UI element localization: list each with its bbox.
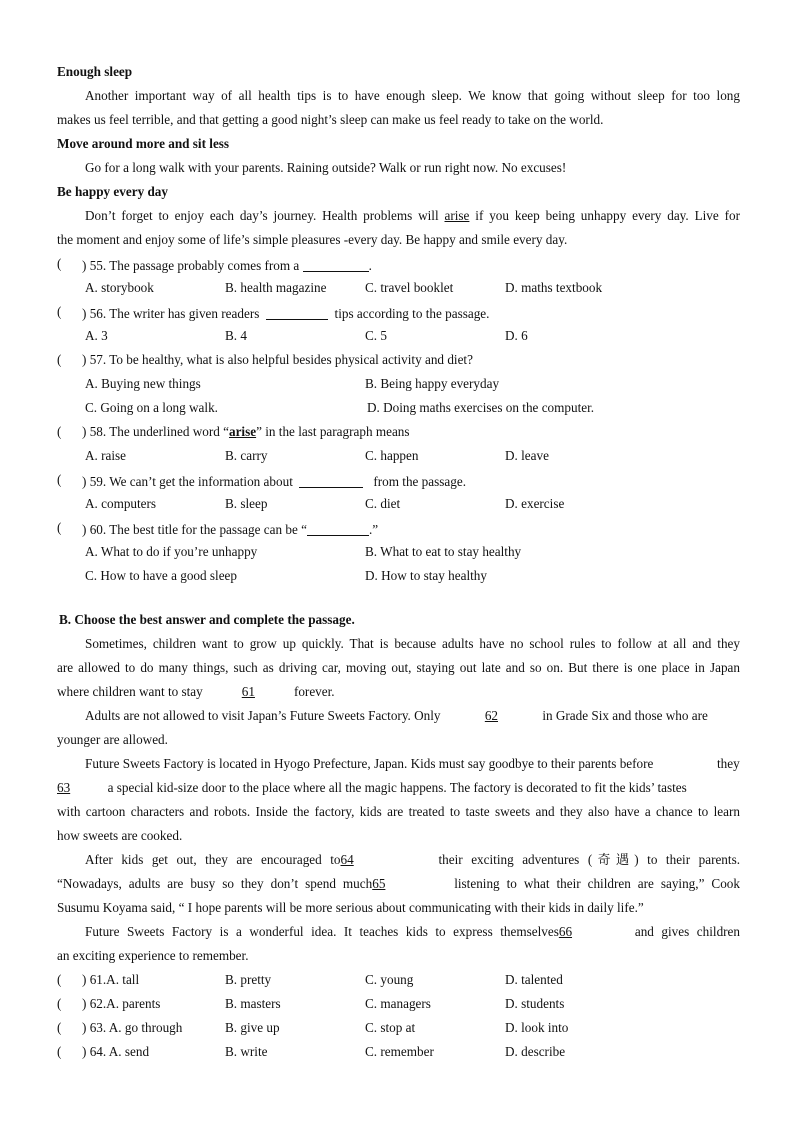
question-55 (82, 256, 372, 274)
blank-61[interactable]: 61 (241, 684, 255, 699)
paragraph-line: makes us feel terrible, and that getting a good night’s sleep can make us feel ready to take on the world. (57, 112, 604, 127)
option-b[interactable]: B. carry (225, 448, 268, 463)
option-b[interactable]: B. sleep (225, 496, 268, 511)
question-62[interactable]: ) 62.A. parents (82, 996, 161, 1011)
question-60 (82, 520, 378, 538)
paragraph-line (57, 876, 740, 892)
text-run: After kids get out, they are encouraged to (85, 852, 341, 867)
question-58 (82, 424, 410, 440)
option-c[interactable]: C. managers (365, 996, 431, 1011)
paragraph-line: Susumu Koyama said, “ I hope parents will be more serious about communicating with their kids in daily life.” (57, 900, 644, 915)
answer-paren[interactable]: ( (57, 972, 62, 987)
option-c[interactable]: C. happen (365, 448, 419, 463)
option-c[interactable]: C. How to have a good sleep (85, 568, 237, 583)
paragraph-line (57, 780, 740, 796)
option-c[interactable]: C. 5 (365, 328, 387, 343)
blank-64[interactable]: 64 (340, 852, 354, 867)
text-run: Adults are not allowed to visit Japan’s Future Sweets Factory. Only (85, 708, 441, 723)
option-d[interactable]: D. talented (505, 972, 563, 987)
paragraph-line: Go for a long walk with your parents. Raining outside? Walk or run right now. No excuses! (85, 160, 567, 175)
option-a[interactable]: A. Buying new things (85, 376, 201, 391)
paragraph-line: Sometimes, children want to grow up quickly. That is because adults have no school rules to follow at all and they (85, 636, 740, 651)
answer-paren[interactable]: ( (57, 1020, 62, 1035)
paragraph-line (85, 756, 740, 772)
paragraph-line (85, 924, 740, 940)
text-run: and gives children (634, 924, 740, 939)
text-run: if you keep being unhappy every day. Live for (469, 208, 740, 223)
option-b[interactable]: B. 4 (225, 328, 247, 343)
option-a[interactable]: A. What to do if you’re unhappy (85, 544, 258, 559)
option-c[interactable]: C. remember (365, 1044, 434, 1059)
option-d[interactable]: D. leave (505, 448, 549, 463)
answer-blank[interactable] (266, 306, 328, 320)
text-run: their exciting adventures (奇遇) to their parents. (438, 852, 740, 867)
option-d[interactable]: D. 6 (505, 328, 528, 343)
text-run: a special kid-size door to the place where all the magic happens. The factory is decorated to fit the kids’ tastes (107, 780, 687, 795)
question-61[interactable]: ) 61.A. tall (82, 972, 140, 987)
option-a[interactable]: A. raise (85, 448, 127, 463)
paragraph-line (57, 684, 740, 700)
option-b[interactable]: B. Being happy everyday (365, 376, 500, 391)
option-a[interactable]: A. computers (85, 496, 157, 511)
underlined-word-arise: arise (228, 424, 257, 439)
blank-65[interactable]: 65 (372, 876, 386, 891)
paragraph-line: with cartoon characters and robots. Inside the factory, kids are treated to taste sweets and they also have a chance to learn (57, 804, 740, 819)
question-59 (82, 472, 466, 490)
option-d[interactable]: D. maths textbook (505, 280, 603, 295)
option-b[interactable]: B. write (225, 1044, 268, 1059)
paragraph-line: how sweets are cooked. (57, 828, 183, 843)
option-b[interactable]: B. What to eat to stay healthy (365, 544, 522, 559)
blank-63[interactable]: 63 (57, 780, 71, 795)
question-stem: ) 60. The best title for the passage can be “ (82, 522, 307, 537)
question-stem: from the passage. (373, 474, 466, 489)
underlined-word-arise: arise (444, 208, 470, 223)
text-run: forever. (293, 684, 335, 699)
question-64[interactable]: ) 64. A. send (82, 1044, 150, 1059)
paragraph-line (85, 852, 740, 868)
option-a[interactable]: A. storybook (85, 280, 154, 295)
option-d[interactable]: D. exercise (505, 496, 565, 511)
question-stem: tips according to the passage. (334, 306, 490, 321)
paragraph-line: younger are allowed. (57, 732, 168, 747)
blank-62[interactable]: 62 (484, 708, 499, 723)
paragraph-line: Another important way of all health tips is to have enough sleep. We know that going without sleep for too long (85, 88, 740, 103)
answer-paren[interactable]: ( (57, 520, 62, 535)
option-b[interactable]: B. masters (225, 996, 281, 1011)
paragraph-line: the moment and enjoy some of life’s simple pleasures -every day. Be happy and smile every day. (57, 232, 568, 247)
option-d[interactable]: D. look into (505, 1020, 569, 1035)
text-run: “Nowadays, adults are busy so they don’t spend much (57, 876, 373, 891)
text-run: Don’t forget to enjoy each day’s journey. Health problems will (85, 208, 445, 223)
answer-paren[interactable]: ( (57, 352, 62, 367)
option-c[interactable]: C. young (365, 972, 414, 987)
answer-paren[interactable]: ( (57, 256, 62, 271)
question-63[interactable]: ) 63. A. go through (82, 1020, 183, 1035)
answer-paren[interactable]: ( (57, 304, 62, 319)
option-b[interactable]: B. pretty (225, 972, 272, 987)
answer-blank[interactable] (307, 522, 369, 536)
option-d[interactable]: D. students (505, 996, 565, 1011)
heading-enough-sleep: Enough sleep (57, 64, 133, 79)
answer-blank[interactable] (299, 474, 363, 488)
option-d[interactable]: D. describe (505, 1044, 566, 1059)
paragraph-line: are allowed to do many things, such as driving car, moving out, staying out late and so on. But there is one place in Japan (57, 660, 740, 675)
option-c[interactable]: C. diet (365, 496, 401, 511)
blank-66[interactable]: 66 (558, 924, 573, 939)
option-b[interactable]: B. give up (225, 1020, 280, 1035)
question-stem: ) 55. The passage probably comes from a (82, 258, 300, 273)
question-stem: ) 58. The underlined word “ (82, 424, 229, 439)
question-stem: ” in the last paragraph means (256, 424, 410, 439)
option-c[interactable]: C. stop at (365, 1020, 416, 1035)
heading-move-around: Move around more and sit less (57, 136, 230, 151)
paragraph-line (85, 208, 740, 224)
question-stem: . (368, 258, 372, 273)
question-57: ) 57. To be healthy, what is also helpful besides physical activity and diet? (82, 352, 473, 367)
text-run: in Grade Six and those who are (542, 708, 708, 723)
paragraph-line: an exciting experience to remember. (57, 948, 249, 963)
answer-paren[interactable]: ( (57, 996, 62, 1011)
option-d[interactable]: D. Doing maths exercises on the computer. (367, 400, 595, 415)
question-56 (82, 304, 489, 322)
paragraph-line (85, 708, 740, 724)
answer-paren[interactable]: ( (57, 424, 62, 439)
answer-paren[interactable]: ( (57, 472, 62, 487)
question-stem: .” (368, 522, 379, 537)
option-c[interactable]: C. travel booklet (365, 280, 454, 295)
text-run: Future Sweets Factory is a wonderful idea. It teaches kids to express themselves (85, 924, 559, 939)
question-stem: ) 59. We can’t get the information about (82, 474, 293, 489)
part-b-heading: B. Choose the best answer and complete the passage. (59, 612, 355, 627)
question-stem: ) 56. The writer has given readers (82, 306, 260, 321)
heading-be-happy: Be happy every day (57, 184, 168, 199)
option-a[interactable]: A. 3 (85, 328, 108, 343)
answer-blank[interactable] (303, 258, 369, 272)
option-d[interactable]: D. How to stay healthy (365, 568, 487, 583)
text-run: they (717, 756, 740, 771)
answer-paren[interactable]: ( (57, 1044, 62, 1059)
text-run: listening to what their children are saying,” Cook (454, 876, 740, 891)
text-run: where children want to stay (57, 684, 203, 699)
text-run: Future Sweets Factory is located in Hyogo Prefecture, Japan. Kids must say goodbye to their parents before (85, 756, 654, 771)
option-c[interactable]: C. Going on a long walk. (85, 400, 218, 415)
option-b[interactable]: B. health magazine (225, 280, 327, 295)
